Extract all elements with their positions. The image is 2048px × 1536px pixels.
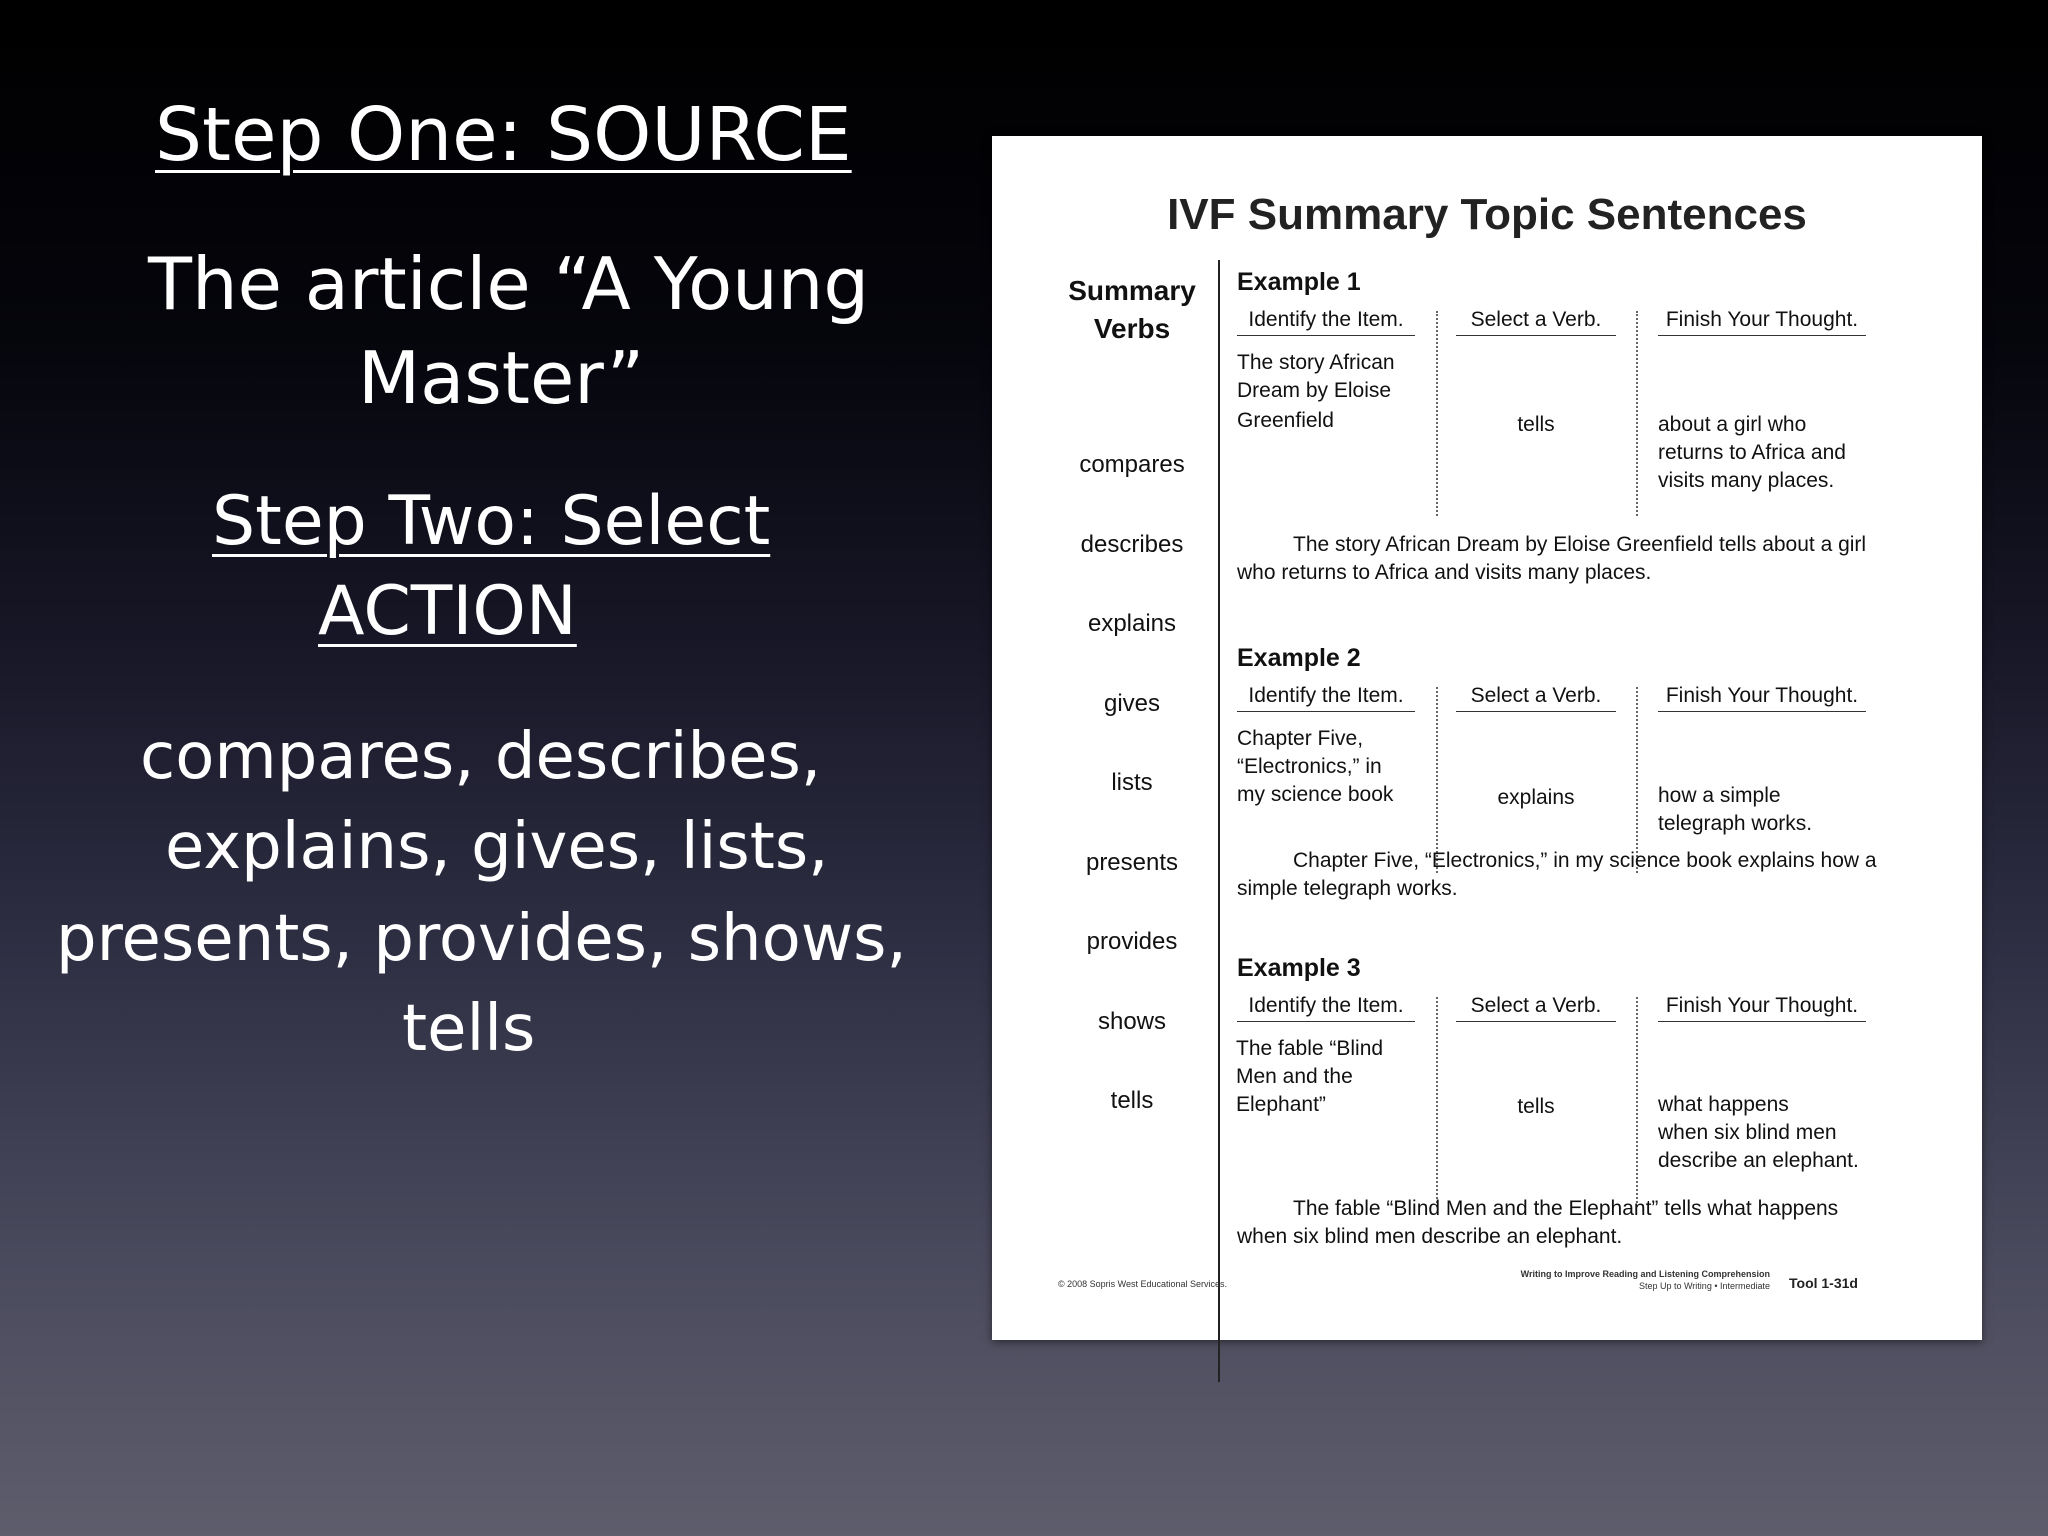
verb-list-item: gives [1103,690,1161,717]
example-1-verb: tells [1517,413,1555,436]
summary-verbs-heading-1: Summary [1068,275,1196,306]
example-1-sentence: The story African Dream by Eloise Greenfield tells about a girl who returns to Africa and visits many places. [1237,533,1867,584]
footer-book-title: Writing to Improve Reading and Listening Comprehension [1520,1269,1770,1279]
summary-verbs-heading-2: Verbs [1093,313,1171,344]
item-line: Men and the [1236,1065,1353,1088]
thought-line: telegraph works. [1658,812,1813,835]
thought-line: about a girl who [1658,413,1807,436]
item-line: Dream by Eloise [1237,379,1392,402]
verb-list-item: describes [1080,531,1184,558]
verbs-line-3: presents, provides, shows, [56,902,907,976]
footer-copyright: © 2008 Sopris West Educational Services. [1058,1279,1228,1289]
item-line: “Electronics,” in [1237,755,1382,778]
col-header-thought: Finish Your Thought. [1658,308,1866,336]
col-header-thought: Finish Your Thought. [1658,994,1866,1022]
column-divider [1636,687,1638,873]
thought-line: what happens [1658,1093,1789,1116]
verb-list-item: compares [1079,451,1185,478]
footer-book-subtitle: Step Up to Writing • Intermediate [1638,1281,1770,1291]
column-divider [1436,687,1438,873]
worksheet-title: IVF Summary Topic Sentences [1167,190,1807,239]
example-2-sentence: Chapter Five, “Electronics,” in my science book explains how a simple telegraph works. [1237,849,1877,900]
sidebar-divider [1218,260,1220,1382]
thought-line: how a simple [1658,784,1781,807]
item-line: The story African [1237,351,1395,374]
example-3-item [1236,1035,1383,1119]
thought-line: when six blind men [1658,1121,1837,1144]
verb-list-item: lists [1111,769,1153,796]
item-line: my science book [1237,783,1394,806]
example-1-item [1237,349,1395,435]
col-header-verb: Select a Verb. [1456,994,1616,1022]
col-header-identify: Identify the Item. [1237,308,1415,336]
step-one-heading: Step One: SOURCE [155,92,852,178]
col-header-thought: Finish Your Thought. [1658,684,1866,712]
source-line-1: The article “A Young [148,242,870,326]
example-2-item [1237,725,1393,809]
example-3-sentence: The fable “Blind Men and the Elephant” tells what happens when six blind men describe an elephant. [1237,1197,1839,1248]
col-header-verb: Select a Verb. [1456,684,1616,712]
item-line: Chapter Five, [1237,727,1364,750]
step-two-heading-1: Step Two: Select [212,482,771,561]
worksheet-page [992,136,1982,1340]
source-line-2: Master” [358,336,645,420]
verb-list-item: presents [1085,849,1179,876]
example-3-heading: Example 3 [1237,954,1361,982]
example-3-thought [1658,1091,1859,1175]
verb-list-item: shows [1097,1008,1167,1035]
col-header-identify: Identify the Item. [1237,994,1415,1022]
verb-list-item: provides [1086,928,1178,955]
verb-list-item: explains [1087,610,1177,637]
example-1-thought [1658,411,1846,495]
col-header-identify: Identify the Item. [1237,684,1415,712]
example-3-verb: tells [1517,1095,1555,1118]
column-divider [1636,997,1638,1207]
item-line: Elephant” [1236,1093,1326,1116]
example-1-heading: Example 1 [1237,268,1361,296]
verbs-line-4: tells [402,992,536,1066]
item-line: Greenfield [1237,409,1334,432]
thought-line: describe an elephant. [1658,1149,1859,1172]
example-2-thought [1658,782,1812,838]
step-two-heading-2: ACTION [318,572,577,651]
example-2-heading: Example 2 [1237,644,1361,672]
verbs-line-1: compares, describes, [140,720,822,794]
footer-tool-number: Tool 1-31d [1789,1275,1858,1291]
item-line: The fable “Blind [1236,1037,1384,1060]
column-divider [1436,311,1438,516]
column-divider [1436,997,1438,1207]
column-divider [1636,311,1638,516]
col-header-verb: Select a Verb. [1456,308,1616,336]
thought-line: returns to Africa and [1658,441,1846,464]
thought-line: visits many places. [1658,469,1835,492]
example-2-verb: explains [1497,786,1575,809]
verb-list-item: tells [1110,1087,1154,1114]
verbs-line-2: explains, gives, lists, [165,810,829,884]
